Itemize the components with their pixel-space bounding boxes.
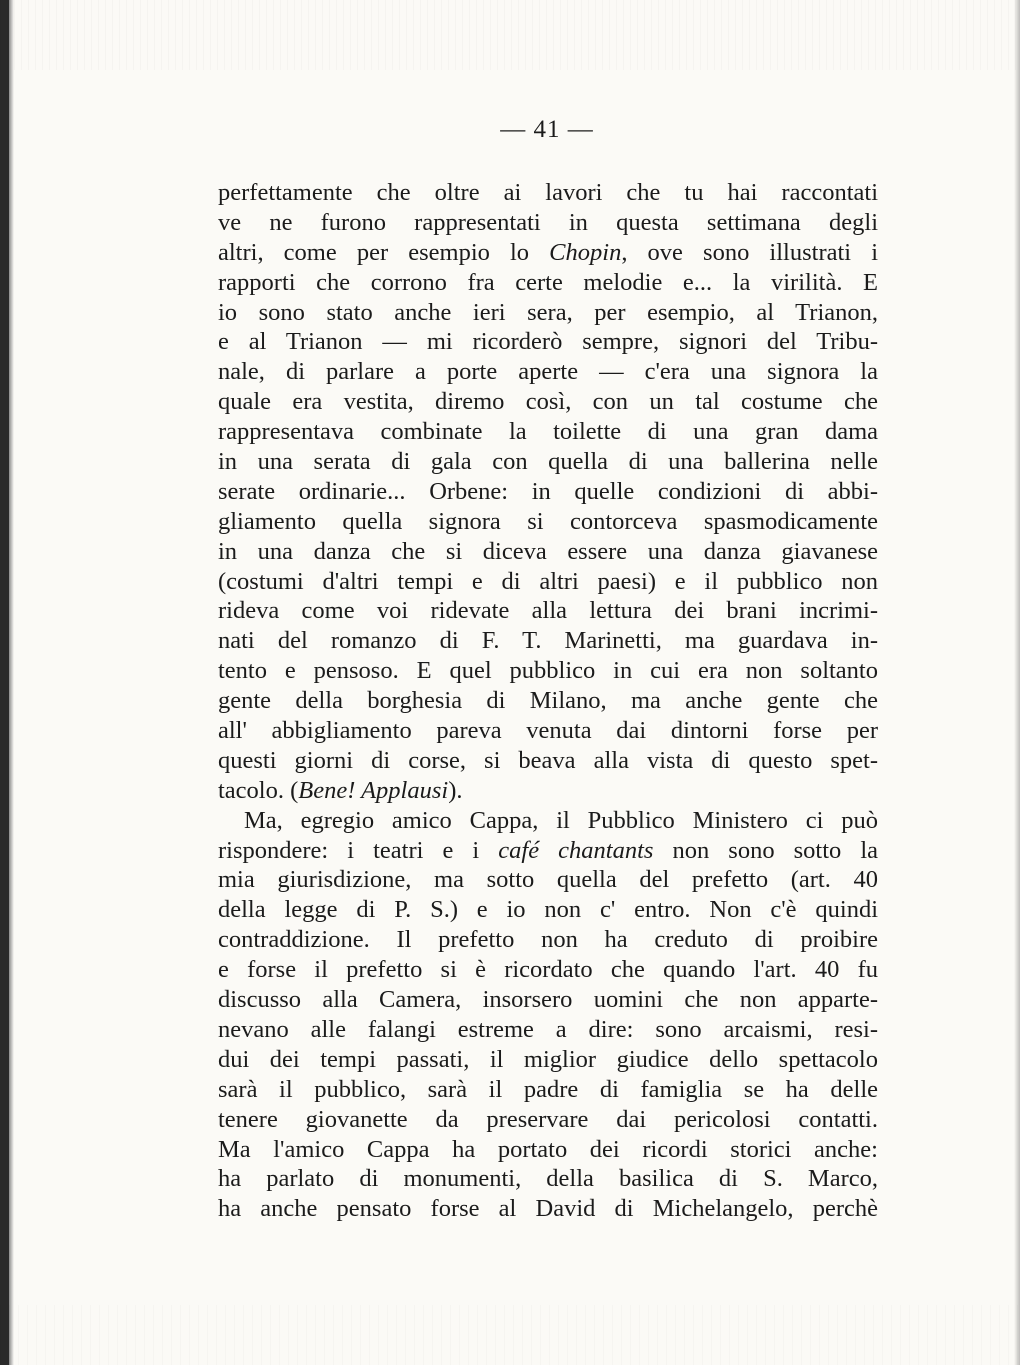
text-segment: nale, di parlare a porte aperte — c'era una signora la — [218, 358, 878, 386]
text-line — [218, 776, 878, 806]
text-line — [218, 238, 878, 268]
text-segment: della legge di P. S.) e io non c' entro. Non c'è quindi — [218, 896, 878, 924]
text-segment: altri, come per esempio lo — [218, 238, 550, 266]
text-line — [218, 806, 878, 836]
text-segment: nati del romanzo di F. T. Marinetti, ma guardava in- — [218, 627, 878, 655]
page-edge-right — [1014, 0, 1020, 1365]
text-line — [218, 1045, 878, 1075]
text-segment: gliamento quella signora si contorceva spasmodicamente — [218, 507, 878, 535]
text-line — [218, 477, 878, 507]
text-segment: rideva come voi ridevate alla lettura dei brani incrimi- — [218, 597, 878, 625]
text-line — [218, 1194, 878, 1224]
text-line — [218, 387, 878, 417]
text-segment: tacolo. ( — [218, 776, 299, 804]
text-segment: Ma l'amico Cappa ha portato dei ricordi storici anche: — [218, 1135, 878, 1163]
text-line — [218, 925, 878, 955]
text-line — [218, 596, 878, 626]
text-segment: (costumi d'altri tempi e di altri paesi) e il pubblico non — [218, 567, 878, 595]
text-line — [218, 1164, 878, 1194]
text-segment: e forse il prefetto si è ricordato che quando l'art. 40 fu — [218, 956, 878, 984]
text-line — [218, 746, 878, 776]
text-segment: ha parlato di monumenti, della basilica di S. Marco, — [218, 1165, 878, 1193]
text-line — [218, 447, 878, 477]
text-line — [218, 836, 878, 866]
text-line — [218, 1135, 878, 1165]
text-segment: , ove sono illustrati i — [621, 238, 879, 266]
body-text — [218, 178, 878, 1224]
text-segment: rispondere: i teatri e i — [218, 836, 499, 864]
text-segment: sarà il pubblico, sarà il padre di famiglia se ha delle — [218, 1075, 878, 1103]
text-line — [218, 567, 878, 597]
text-segment: rapporti che corrono fra certe melodie e... la virilità. E — [218, 268, 878, 296]
text-line — [218, 895, 878, 925]
text-segment: contraddizione. Il prefetto non ha creduto di proibire — [218, 926, 878, 954]
text-line — [218, 656, 878, 686]
text-segment: ve ne furono rappresentati in questa settimana degli — [218, 208, 878, 236]
text-line — [218, 1105, 878, 1135]
text-segment: ha anche pensato forse al David di Michelangelo, perchè — [218, 1195, 878, 1223]
text-segment: rappresentava combinate la toilette di una gran dama — [218, 418, 878, 446]
text-segment: tento e pensoso. E quel pubblico in cui era non soltanto — [218, 657, 878, 685]
text-segment: perfettamente che oltre ai lavori che tu hai raccontati — [218, 179, 878, 206]
binding-shadow — [9, 0, 14, 1365]
text-segment: gente della borghesia di Milano, ma anche gente che — [218, 687, 878, 715]
text-line — [218, 298, 878, 328]
text-segment: non sono sotto la — [653, 836, 879, 864]
text-line — [218, 327, 878, 357]
text-segment: discusso alla Camera, insorsero uomini che non apparte- — [218, 986, 878, 1014]
text-line — [218, 178, 878, 208]
text-line — [218, 1015, 878, 1045]
text-line — [218, 1075, 878, 1105]
scan-noise-bottom — [0, 1305, 1020, 1365]
text-line — [218, 417, 878, 447]
text-segment: in una serata di gala con quella di una ballerina nelle — [218, 448, 878, 476]
page-number: — 41 — — [500, 116, 594, 143]
text-line — [218, 626, 878, 656]
italic-text: Bene! Applausi — [298, 776, 449, 804]
text-segment: all' abbigliamento pareva venuta dai dintorni forse per — [218, 717, 878, 745]
text-line — [218, 865, 878, 895]
text-line — [218, 985, 878, 1015]
text-line — [218, 686, 878, 716]
text-segment: Ma, egregio amico Cappa, il Pubblico Ministero ci può — [244, 806, 878, 834]
text-segment: dui dei tempi passati, il miglior giudice dello spettacolo — [218, 1045, 878, 1073]
italic-text: Chopin — [549, 238, 622, 266]
text-line — [218, 537, 878, 567]
text-line — [218, 507, 878, 537]
text-segment: mia giurisdizione, ma sotto quella del prefetto (art. 40 — [218, 866, 878, 894]
scan-noise-top — [0, 0, 1020, 70]
text-line — [218, 357, 878, 387]
text-segment: nevano alle falangi estreme a dire: sono arcaismi, resi- — [218, 1015, 878, 1043]
text-line — [218, 716, 878, 746]
text-segment: io sono stato anche ieri sera, per esempio, al Trianon, — [218, 298, 878, 326]
text-segment: e al Trianon — mi ricorderò sempre, signori del Tribu- — [218, 328, 878, 356]
text-line — [218, 208, 878, 238]
italic-text: café chantants — [498, 836, 654, 864]
text-segment: serate ordinarie... Orbene: in quelle condizioni di abbi- — [218, 477, 878, 505]
text-segment: questi giorni di corse, si beava alla vista di questo spet- — [218, 746, 878, 774]
text-segment: tenere giovanette da preservare dai pericolosi contatti. — [218, 1105, 878, 1133]
text-segment: in una danza che si diceva essere una danza giavanese — [218, 537, 878, 565]
binding-edge — [0, 0, 9, 1365]
text-segment: ). — [448, 776, 463, 804]
text-line — [218, 955, 878, 985]
text-segment: quale era vestita, diremo così, con un tal costume che — [218, 388, 878, 416]
text-line — [218, 268, 878, 298]
